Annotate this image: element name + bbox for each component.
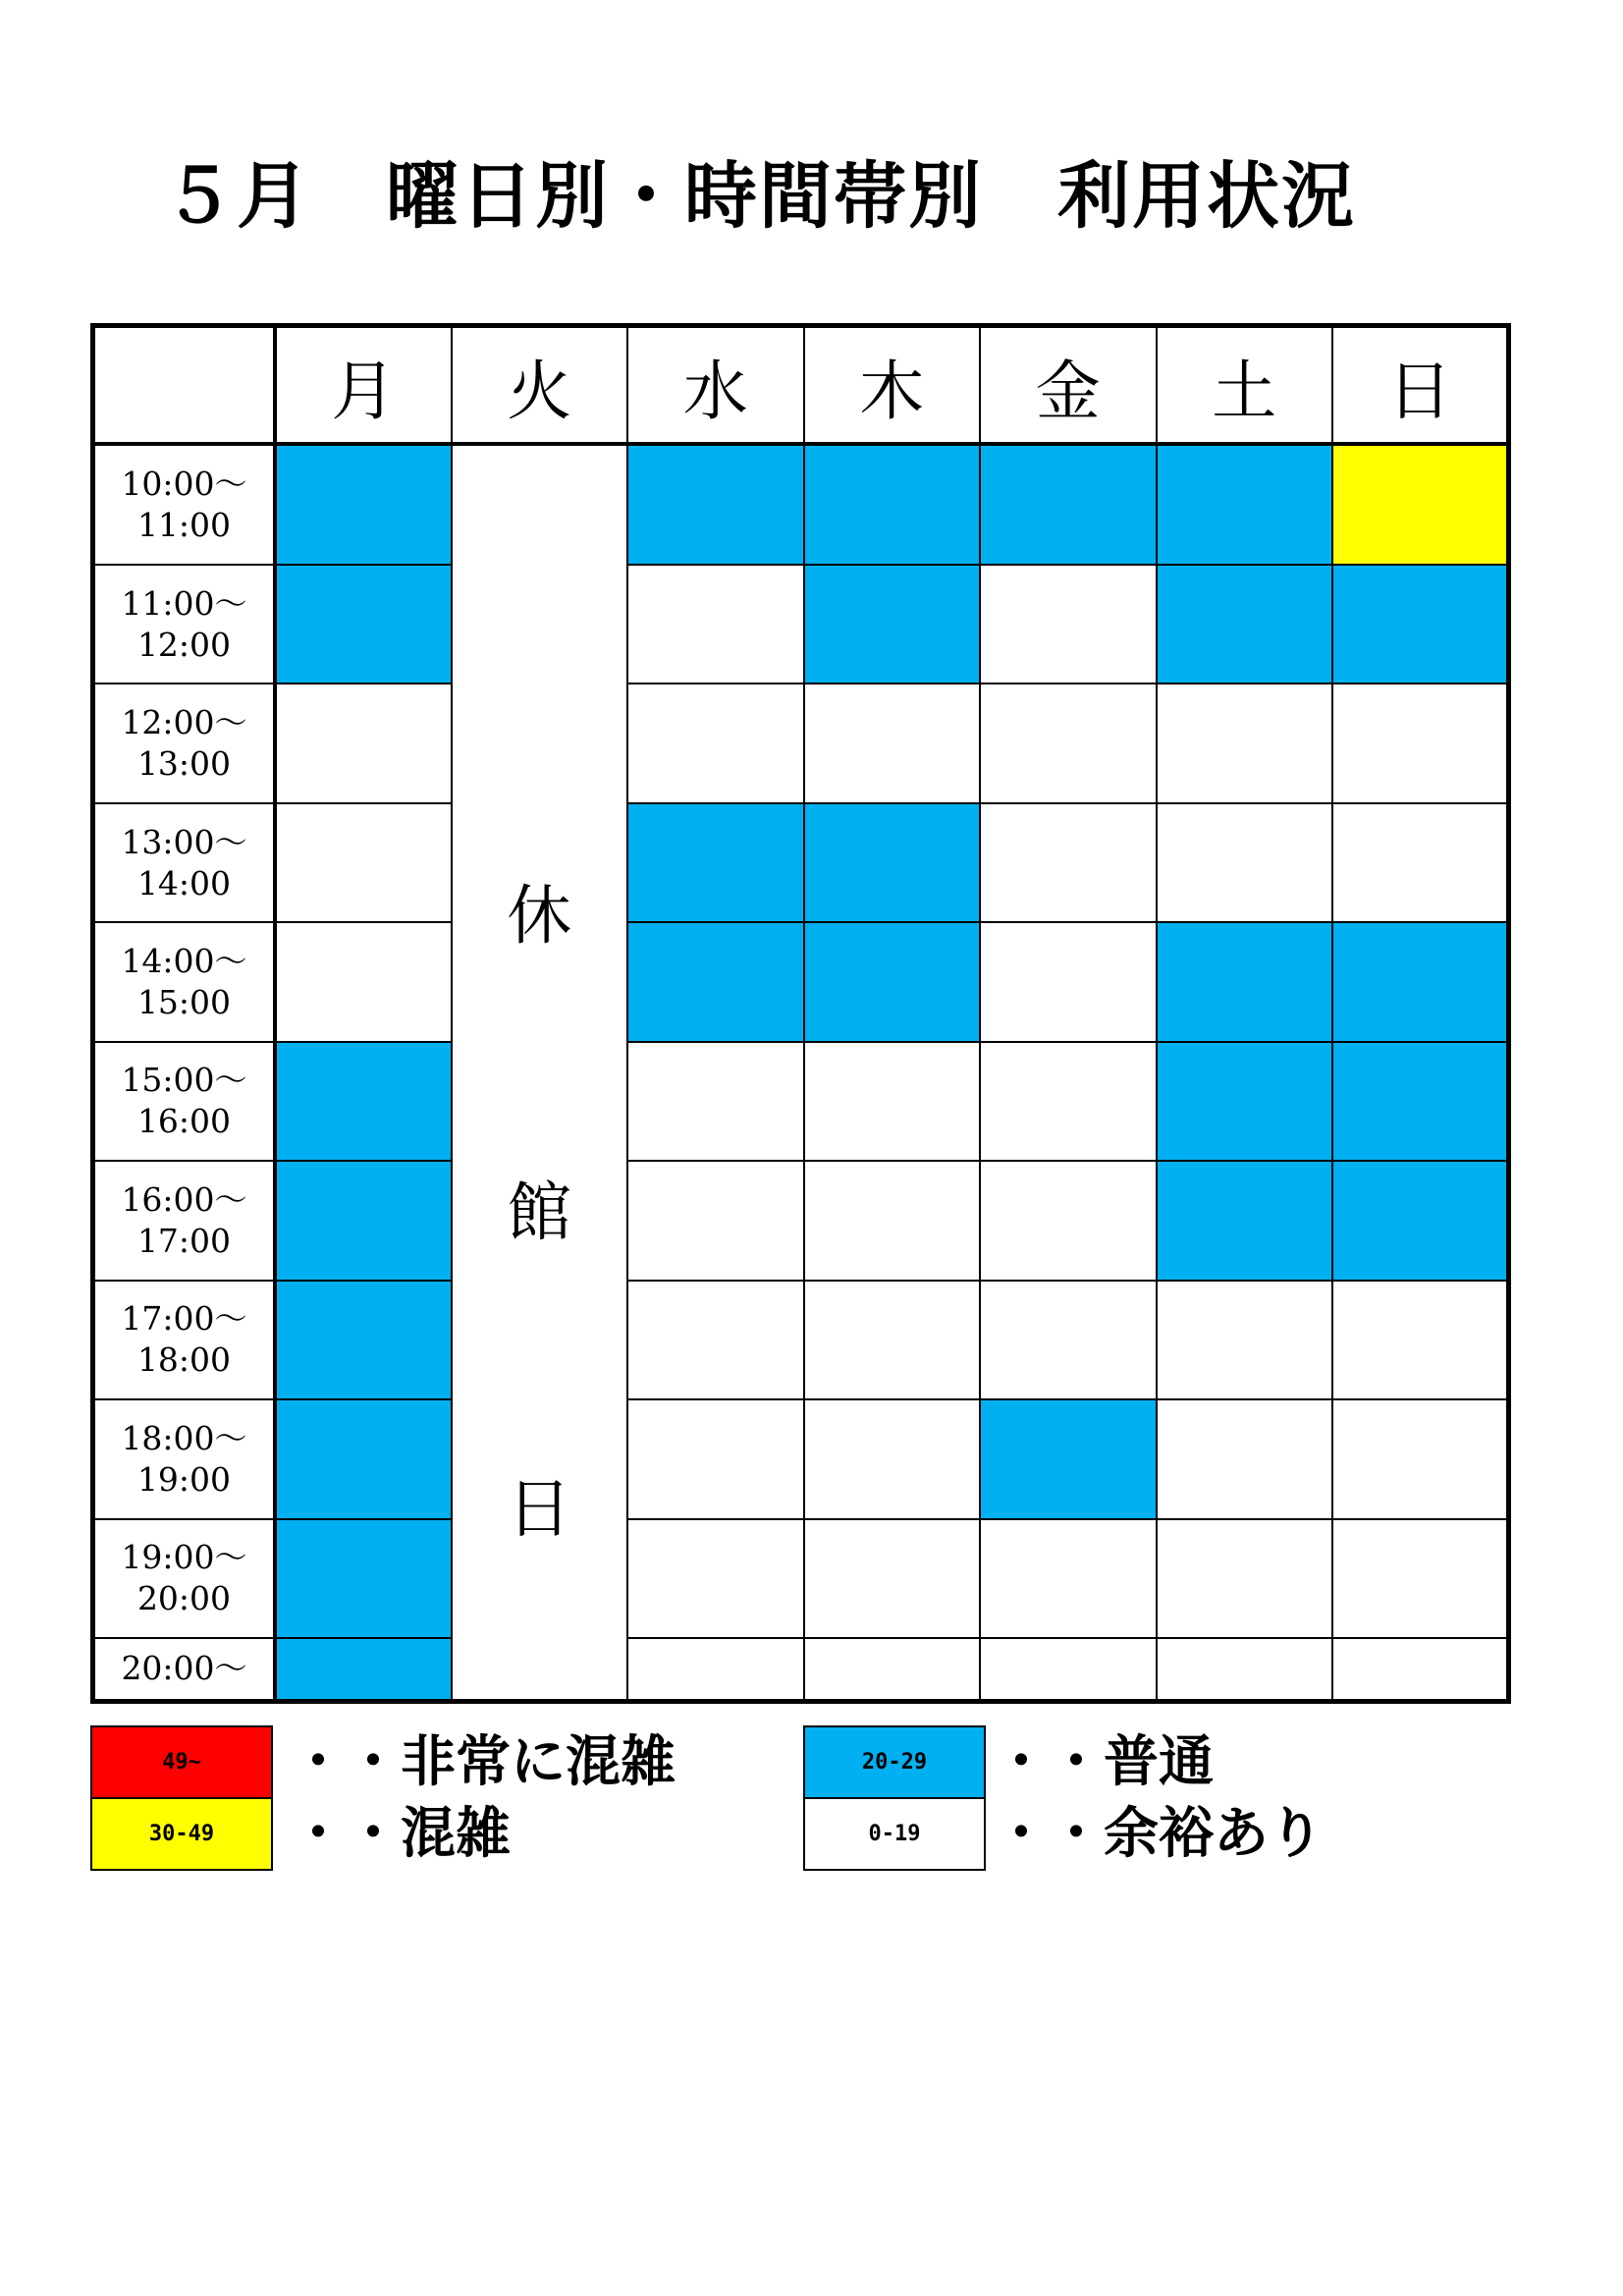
time-slot-label: 18:00～ 19:00: [93, 1399, 276, 1518]
usage-table: [90, 323, 1511, 1704]
usage-cell: [1157, 922, 1333, 1041]
day-header-4: 金: [980, 326, 1157, 445]
usage-cell: [804, 1161, 981, 1280]
usage-cell: [804, 1399, 981, 1518]
table-row: [93, 1161, 1509, 1280]
time-slot-label: 17:00～ 18:00: [93, 1281, 276, 1399]
usage-cell: [980, 1042, 1157, 1161]
usage-cell: [1157, 683, 1333, 802]
legend-range-busy: 30-49: [148, 1822, 215, 1846]
usage-cell: [275, 1519, 452, 1638]
usage-cell: [1157, 803, 1333, 922]
usage-cell: [627, 922, 804, 1041]
usage-cell: [627, 683, 804, 802]
legend-range-very-busy: 49~: [162, 1750, 201, 1775]
usage-cell: [275, 803, 452, 922]
day-header-0: 月: [275, 326, 452, 445]
usage-cell: [804, 565, 981, 683]
usage-cell: [1332, 444, 1509, 565]
usage-cell: [275, 683, 452, 802]
legend-swatch-free: [803, 1797, 986, 1871]
usage-cell: [1332, 565, 1509, 683]
usage-cell: [275, 922, 452, 1041]
legend-swatch-very-busy: [90, 1725, 273, 1799]
time-slot-label: 15:00～ 16:00: [93, 1042, 276, 1161]
usage-cell: [627, 803, 804, 922]
time-slot-label: 20:00～: [93, 1638, 276, 1702]
usage-cell: [1332, 922, 1509, 1041]
usage-cell: [1157, 1281, 1333, 1399]
usage-cell: [275, 444, 452, 565]
table-row: [93, 444, 1509, 565]
usage-cell: [804, 444, 981, 565]
usage-cell: [275, 1161, 452, 1280]
table-row: [93, 1519, 1509, 1638]
time-slot-label: 14:00～ 15:00: [93, 922, 276, 1041]
usage-cell: [980, 1519, 1157, 1638]
closed-label-char: 日: [507, 1471, 572, 1547]
usage-cell: [980, 1399, 1157, 1518]
usage-cell: [627, 1638, 804, 1702]
usage-cell: [980, 444, 1157, 565]
legend-label-normal: ・・普通: [994, 1730, 1214, 1794]
usage-cell: [980, 922, 1157, 1041]
table-row: [93, 1281, 1509, 1399]
usage-cell: [275, 1399, 452, 1518]
usage-cell: [275, 1281, 452, 1399]
closed-label-char: 館: [507, 1175, 572, 1250]
usage-cell: [804, 683, 981, 802]
legend-label-very-busy: ・・非常に混雑: [291, 1730, 676, 1794]
legend-range-free: 0-19: [868, 1822, 921, 1846]
usage-cell: [1332, 683, 1509, 802]
day-header-6: 日: [1332, 326, 1509, 445]
usage-cell: [804, 1638, 981, 1702]
usage-cell: [1332, 1042, 1509, 1161]
usage-cell: [275, 565, 452, 683]
legend-swatch-busy: [90, 1797, 273, 1871]
time-slot-label: 16:00～ 17:00: [93, 1161, 276, 1280]
usage-cell: [1332, 1638, 1509, 1702]
usage-cell: [1157, 1638, 1333, 1702]
table-row: [93, 683, 1509, 802]
time-slot-label: 10:00～ 11:00: [93, 444, 276, 565]
table-row: [93, 1638, 1509, 1702]
usage-cell: [1157, 1399, 1333, 1518]
usage-cell: [980, 1638, 1157, 1702]
legend-swatch-normal: [803, 1725, 986, 1799]
day-header-row: [93, 326, 1509, 445]
usage-cell: [1332, 1519, 1509, 1638]
usage-cell: [627, 1281, 804, 1399]
time-slot-label: 19:00～ 20:00: [93, 1519, 276, 1638]
closed-day-cell: [452, 444, 628, 1702]
usage-cell: [1332, 1281, 1509, 1399]
usage-cell: [1332, 803, 1509, 922]
usage-cell: [804, 803, 981, 922]
table-row: [93, 922, 1509, 1041]
day-header-2: 水: [627, 326, 804, 445]
usage-cell: [980, 1281, 1157, 1399]
usage-cell: [804, 1042, 981, 1161]
usage-cell: [1332, 1161, 1509, 1280]
usage-cell: [275, 1638, 452, 1702]
usage-cell: [1157, 444, 1333, 565]
closed-label-char: 休: [507, 878, 572, 954]
usage-cell: [627, 1519, 804, 1638]
usage-cell: [627, 1042, 804, 1161]
usage-cell: [1157, 1042, 1333, 1161]
time-slot-label: 13:00～ 14:00: [93, 803, 276, 922]
page-title: ５月 曜日別・時間帯別 利用状況: [162, 154, 1356, 239]
usage-cell: [804, 922, 981, 1041]
usage-cell: [804, 1519, 981, 1638]
usage-cell: [980, 683, 1157, 802]
table-row: [93, 565, 1509, 683]
day-header-5: 土: [1157, 326, 1333, 445]
table-row: [93, 1042, 1509, 1161]
time-slot-label: 11:00～ 12:00: [93, 565, 276, 683]
usage-cell: [1332, 1399, 1509, 1518]
table-row: [93, 1399, 1509, 1518]
usage-cell: [980, 1161, 1157, 1280]
usage-cell: [1157, 1519, 1333, 1638]
usage-cell: [1157, 565, 1333, 683]
legend-range-normal: 20-29: [861, 1750, 928, 1775]
time-slot-label: 12:00～ 13:00: [93, 683, 276, 802]
usage-cell: [980, 565, 1157, 683]
usage-cell: [275, 1042, 452, 1161]
corner-cell: [93, 326, 276, 445]
legend-label-busy: ・・混雑: [291, 1802, 511, 1866]
legend-label-free: ・・余裕あり: [994, 1802, 1324, 1866]
usage-cell: [627, 444, 804, 565]
usage-cell: [627, 1399, 804, 1518]
usage-cell: [980, 803, 1157, 922]
usage-cell: [804, 1281, 981, 1399]
usage-cell: [1157, 1161, 1333, 1280]
table-row: [93, 803, 1509, 922]
usage-cell: [627, 1161, 804, 1280]
usage-cell: [627, 565, 804, 683]
day-header-3: 木: [804, 326, 981, 445]
day-header-1: 火: [452, 326, 628, 445]
